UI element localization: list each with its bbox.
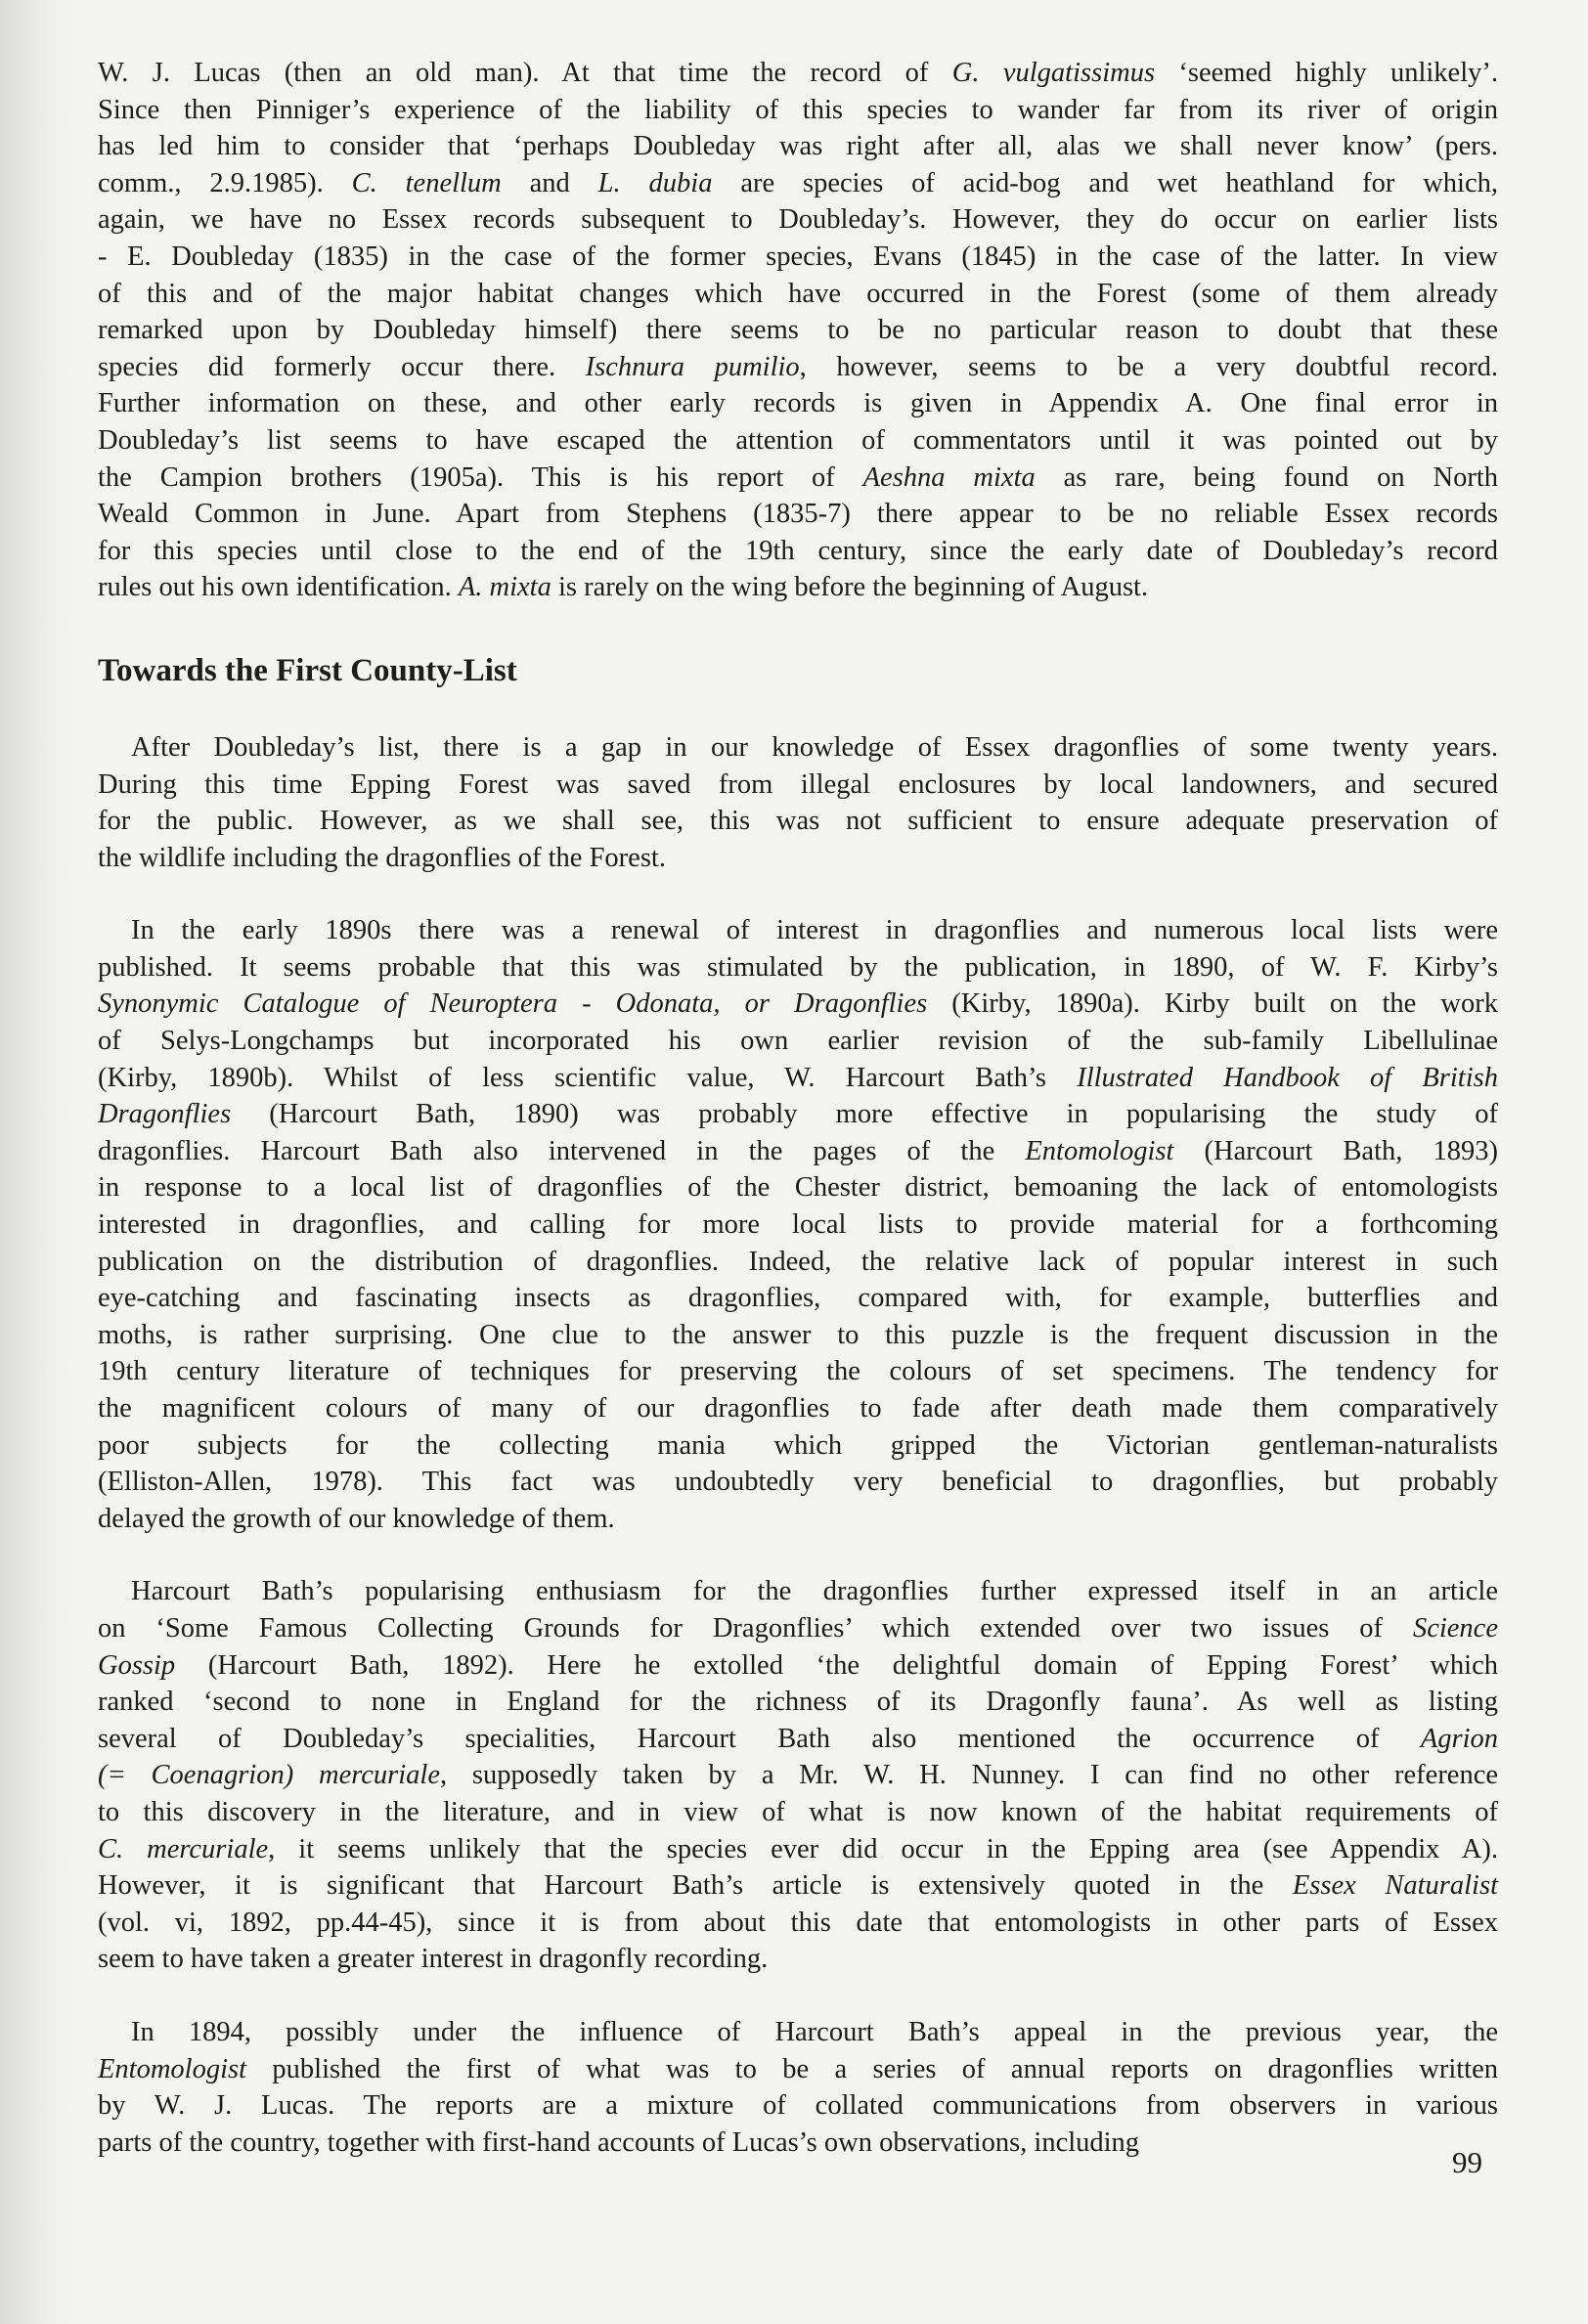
paragraph-after-doubleday xyxy=(98,729,1498,876)
text-line: remarked upon by Doubleday himself) there seems to be no particular reason to doubt that these xyxy=(98,315,1498,346)
paragraph-continuation xyxy=(98,55,1498,606)
text-line: Synonymic Catalogue of Neuroptera - Odonata, or Dragonflies (Kirby, 1890a). Kirby built on the work xyxy=(98,988,1498,1020)
text-line: of Selys-Longchamps but incorporated his own earlier revision of the sub-family Libellulinae xyxy=(98,1026,1498,1057)
text-line: Entomologist published the first of what was to be a series of annual reports on dragonflies written xyxy=(98,2053,1498,2084)
text-line: (vol. vi, 1892, pp.44-45), since it is from about this date that entomologists in other parts of Essex xyxy=(98,1907,1498,1938)
text-line: During this time Epping Forest was saved from illegal enclosures by local landowners, and secured xyxy=(98,768,1498,800)
text-line: Dragonflies (Harcourt Bath, 1890) was probably more effective in popularising the study of xyxy=(98,1099,1498,1130)
text-line: again, we have no Essex records subsequent to Doubleday’s. However, they do occur on earlier lists xyxy=(98,204,1498,236)
text-line: In the early 1890s there was a renewal of interest in dragonflies and numerous local lists were xyxy=(131,915,1498,946)
text-line: poor subjects for the collecting mania which gripped the Victorian gentleman-naturalists xyxy=(98,1429,1498,1461)
text-line: published. It seems probable that this was stimulated by the publication, in 1890, of W. F. Kirby’s xyxy=(98,951,1498,983)
text-line: - E. Doubleday (1835) in the case of the former species, Evans (1845) in the case of the latter. In view xyxy=(98,241,1498,272)
text-line: (= Coenagrion) mercuriale, supposedly taken by a Mr. W. H. Nunney. I can find no other reference xyxy=(98,1760,1499,1791)
text-line: has led him to consider that ‘perhaps Doubleday was right after all, alas we shall never know’ (pers. xyxy=(98,131,1498,162)
text-line: rules out his own identification. A. mixta is rarely on the wing before the beginning of August. xyxy=(98,572,1149,603)
text-line: by W. J. Lucas. The reports are a mixture of collated communications from observers in various xyxy=(98,2090,1498,2122)
paragraph-harcourt-bath xyxy=(98,1573,1498,1978)
text-line: However, it is significant that Harcourt Bath’s article is extensively quoted in the Essex Naturalist xyxy=(98,1870,1498,1902)
text-line: delayed the growth of our knowledge of them. xyxy=(98,1503,615,1534)
text-line: (Elliston-Allen, 1978). This fact was undoubtedly very beneficial to dragonflies, but probably xyxy=(98,1467,1498,1498)
text-line: moths, is rather surprising. One clue to the answer to this puzzle is the frequent discussion in the xyxy=(98,1319,1498,1350)
text-line: the Campion brothers (1905a). This is his report of Aeshna mixta as rare, being found on North xyxy=(98,461,1499,493)
text-line: C. mercuriale, it seems unlikely that the species ever did occur in the Epping area (see Appendix A). xyxy=(98,1833,1498,1864)
text-line: comm., 2.9.1985). C. tenellum and L. dubia are species of acid-bog and wet heathland for which, xyxy=(98,167,1498,198)
text-line: publication on the distribution of dragonflies. Indeed, the relative lack of popular interest in such xyxy=(98,1246,1498,1277)
text-line: in response to a local list of dragonflies of the Chester district, bemoaning the lack of entomologists xyxy=(98,1172,1498,1204)
text-line: After Doubleday’s list, there is a gap in our knowledge of Essex dragonflies of some twenty years. xyxy=(131,731,1498,763)
text-line: dragonflies. Harcourt Bath also intervened in the pages of the Entomologist (Harcourt Bath, 1893) xyxy=(98,1135,1498,1166)
text-line: Gossip (Harcourt Bath, 1892). Here he extolled ‘the delightful domain of Epping Forest’ which xyxy=(98,1649,1498,1681)
text-line: (Kirby, 1890b). Whilst of less scientific value, W. Harcourt Bath’s Illustrated Handbook of British xyxy=(98,1062,1498,1093)
text-line: the magnificent colours of many of our dragonflies to fade after death made them comparatively xyxy=(98,1393,1498,1424)
text-line: In 1894, possibly under the influence of Harcourt Bath’s appeal in the previous year, the xyxy=(131,2016,1498,2047)
text-line: species did formerly occur there. Ischnura pumilio, however, seems to be a very doubtful record. xyxy=(98,351,1498,382)
text-line: 19th century literature of techniques for preserving the colours of set specimens. The tendency for xyxy=(98,1356,1498,1387)
text-line: Weald Common in June. Apart from Stephens (1835-7) there appear to be no reliable Essex records xyxy=(98,499,1498,530)
page-shadow-edge xyxy=(0,0,68,2324)
text-line: Doubleday’s list seems to have escaped the attention of commentators until it was pointed out by xyxy=(98,424,1498,456)
page-body xyxy=(98,55,1498,2161)
page-number: 99 xyxy=(1452,2145,1482,2179)
section-heading: Towards the First County-List xyxy=(98,652,517,688)
paragraph-early-1890s xyxy=(98,912,1498,1537)
text-line: seem to have taken a greater interest in dragonfly recording. xyxy=(98,1944,769,1975)
text-line: parts of the country, together with first-hand accounts of Lucas’s own observations, including xyxy=(98,2127,1140,2158)
text-line: for the public. However, as we shall see, this was not sufficient to ensure adequate preservation of xyxy=(98,806,1498,837)
text-line: of this and of the major habitat changes which have occurred in the Forest (some of them already xyxy=(98,278,1498,309)
text-line: Further information on these, and other early records is given in Appendix A. One final error in xyxy=(98,388,1498,419)
text-line: Harcourt Bath’s popularising enthusiasm for the dragonflies further expressed itself in an article xyxy=(131,1576,1498,1607)
text-line: the wildlife including the dragonflies of the Forest. xyxy=(98,842,666,873)
text-line: ranked ‘second to none in England for the richness of its Dragonfly fauna’. As well as listing xyxy=(98,1687,1498,1718)
text-line: eye-catching and fascinating insects as dragonflies, compared with, for example, butterflies and xyxy=(98,1283,1498,1314)
text-line: Since then Pinniger’s experience of the liability of this species to wander far from its river of origin xyxy=(98,94,1498,125)
text-line: interested in dragonflies, and calling for more local lists to provide material for a forthcoming xyxy=(98,1209,1498,1241)
text-line: on ‘Some Famous Collecting Grounds for Dragonflies’ which extended over two issues of Science xyxy=(98,1612,1498,1644)
text-line: W. J. Lucas (then an old man). At that time the record of G. vulgatissimus ‘seemed highly unlikely’. xyxy=(98,58,1498,88)
paragraph-1894 xyxy=(98,2014,1498,2161)
text-line: several of Doubleday’s specialities, Harcourt Bath also mentioned the occurrence of Agrion xyxy=(98,1723,1498,1754)
text-line: to this discovery in the literature, and in view of what is now known of the habitat requirements of xyxy=(98,1796,1498,1827)
text-line: for this species until close to the end of the 19th century, since the early date of Doubleday’s record xyxy=(98,535,1498,566)
